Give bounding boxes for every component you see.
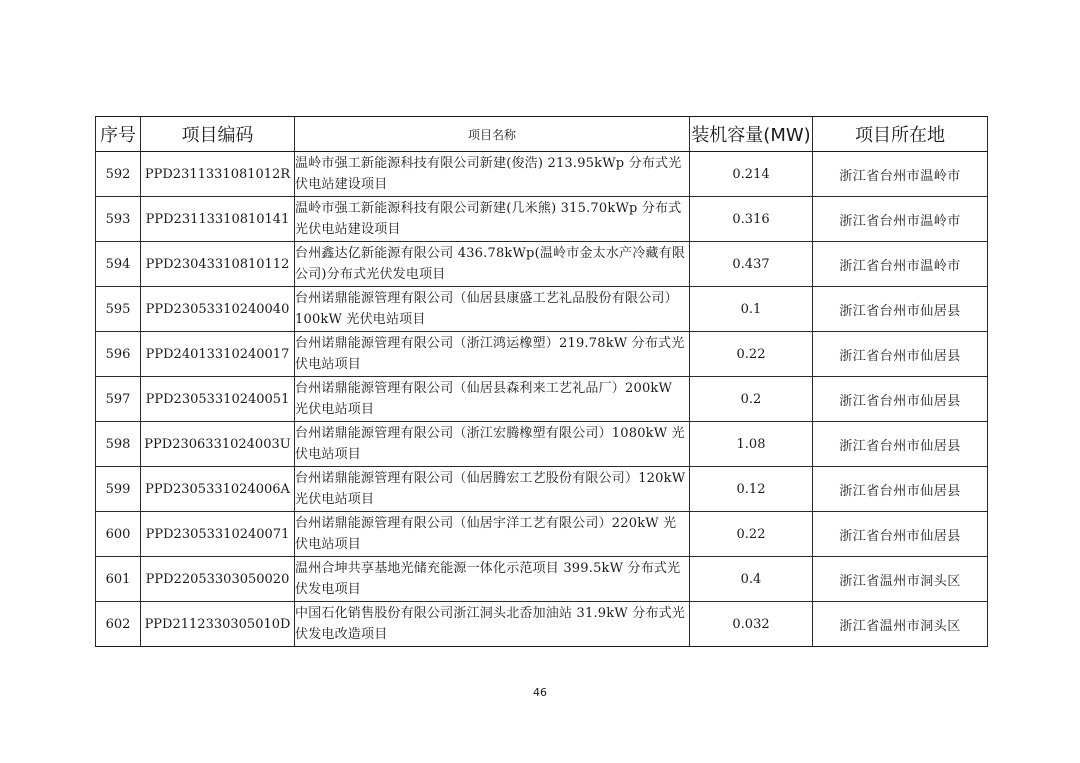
- cell-capacity: 0.4: [690, 557, 813, 602]
- cell-capacity: 1.08: [690, 422, 813, 467]
- cell-location: 浙江省台州市仙居县: [813, 377, 988, 422]
- header-name: 项目名称: [295, 117, 690, 152]
- cell-no: 602: [96, 602, 141, 647]
- cell-no: 595: [96, 287, 141, 332]
- table-row: [96, 377, 988, 422]
- cell-capacity: 0.22: [690, 332, 813, 377]
- cell-code: PPD2112330305010D: [141, 602, 295, 647]
- cell-no: 596: [96, 332, 141, 377]
- cell-capacity: 0.032: [690, 602, 813, 647]
- table-row: [96, 422, 988, 467]
- table-row: [96, 557, 988, 602]
- cell-code: PPD22053303050020: [141, 557, 295, 602]
- table-row: [96, 152, 988, 197]
- cell-code: PPD23043310810112: [141, 242, 295, 287]
- cell-no: 600: [96, 512, 141, 557]
- cell-capacity: 0.22: [690, 512, 813, 557]
- cell-location: 浙江省台州市温岭市: [813, 197, 988, 242]
- header-code: 项目编码: [141, 117, 295, 152]
- cell-name: 台州鑫达亿新能源有限公司 436.78kWp(温岭市金太水产冷藏有限公司)分布式光伏发电项目: [295, 242, 690, 287]
- table-row: [96, 197, 988, 242]
- cell-capacity: 0.437: [690, 242, 813, 287]
- cell-capacity: 0.316: [690, 197, 813, 242]
- cell-name: 台州诺鼎能源管理有限公司（仙居县康盛工艺礼品股份有限公司）100kW 光伏电站项目: [295, 287, 690, 332]
- cell-code: PPD23113310810141: [141, 197, 295, 242]
- cell-no: 601: [96, 557, 141, 602]
- project-table: [95, 116, 988, 647]
- cell-location: 浙江省台州市仙居县: [813, 512, 988, 557]
- cell-code: PPD24013310240017: [141, 332, 295, 377]
- cell-name: 台州诺鼎能源管理有限公司（仙居宇洋工艺有限公司）220kW 光伏电站项目: [295, 512, 690, 557]
- cell-location: 浙江省台州市温岭市: [813, 242, 988, 287]
- cell-name: 台州诺鼎能源管理有限公司（浙江宏腾橡塑有限公司）1080kW 光伏电站项目: [295, 422, 690, 467]
- cell-capacity: 0.1: [690, 287, 813, 332]
- cell-name: 温岭市强工新能源科技有限公司新建(俊浩) 213.95kWp 分布式光伏电站建设项目: [295, 152, 690, 197]
- cell-code: PPD2305331024006A: [141, 467, 295, 512]
- cell-name: 台州诺鼎能源管理有限公司（浙江鸿运橡塑）219.78kW 分布式光伏电站项目: [295, 332, 690, 377]
- cell-capacity: 0.12: [690, 467, 813, 512]
- cell-capacity: 0.2: [690, 377, 813, 422]
- cell-location: 浙江省温州市洞头区: [813, 602, 988, 647]
- header-capacity: 装机容量(MW): [690, 117, 813, 152]
- cell-code: PPD2306331024003U: [141, 422, 295, 467]
- cell-code: PPD23053310240071: [141, 512, 295, 557]
- table-header-row: [96, 117, 988, 152]
- cell-code: PPD23053310240051: [141, 377, 295, 422]
- cell-no: 597: [96, 377, 141, 422]
- table-row: [96, 332, 988, 377]
- cell-no: 594: [96, 242, 141, 287]
- table-row: [96, 242, 988, 287]
- cell-no: 593: [96, 197, 141, 242]
- cell-name: 中国石化销售股份有限公司浙江洞头北岙加油站 31.9kW 分布式光伏发电改造项目: [295, 602, 690, 647]
- cell-no: 598: [96, 422, 141, 467]
- table-row: [96, 467, 988, 512]
- cell-code: PPD2311331081012R: [141, 152, 295, 197]
- cell-location: 浙江省台州市温岭市: [813, 152, 988, 197]
- cell-location: 浙江省台州市仙居县: [813, 332, 988, 377]
- page-number: 46: [533, 686, 547, 699]
- cell-no: 599: [96, 467, 141, 512]
- cell-name: 台州诺鼎能源管理有限公司（仙居腾宏工艺股份有限公司）120kW 光伏电站项目: [295, 467, 690, 512]
- table-row: [96, 602, 988, 647]
- cell-code: PPD23053310240040: [141, 287, 295, 332]
- table-row: [96, 287, 988, 332]
- table-row: [96, 512, 988, 557]
- cell-name: 台州诺鼎能源管理有限公司（仙居县森利来工艺礼品厂）200kW 光伏电站项目: [295, 377, 690, 422]
- header-location: 项目所在地: [813, 117, 988, 152]
- cell-name: 温州合坤共享基地光储充能源一体化示范项目 399.5kW 分布式光伏发电项目: [295, 557, 690, 602]
- cell-name: 温岭市强工新能源科技有限公司新建(几米熊) 315.70kWp 分布式光伏电站建设项目: [295, 197, 690, 242]
- cell-location: 浙江省台州市仙居县: [813, 467, 988, 512]
- cell-no: 592: [96, 152, 141, 197]
- cell-location: 浙江省温州市洞头区: [813, 557, 988, 602]
- cell-location: 浙江省台州市仙居县: [813, 287, 988, 332]
- header-no: 序号: [96, 117, 141, 152]
- cell-location: 浙江省台州市仙居县: [813, 422, 988, 467]
- cell-capacity: 0.214: [690, 152, 813, 197]
